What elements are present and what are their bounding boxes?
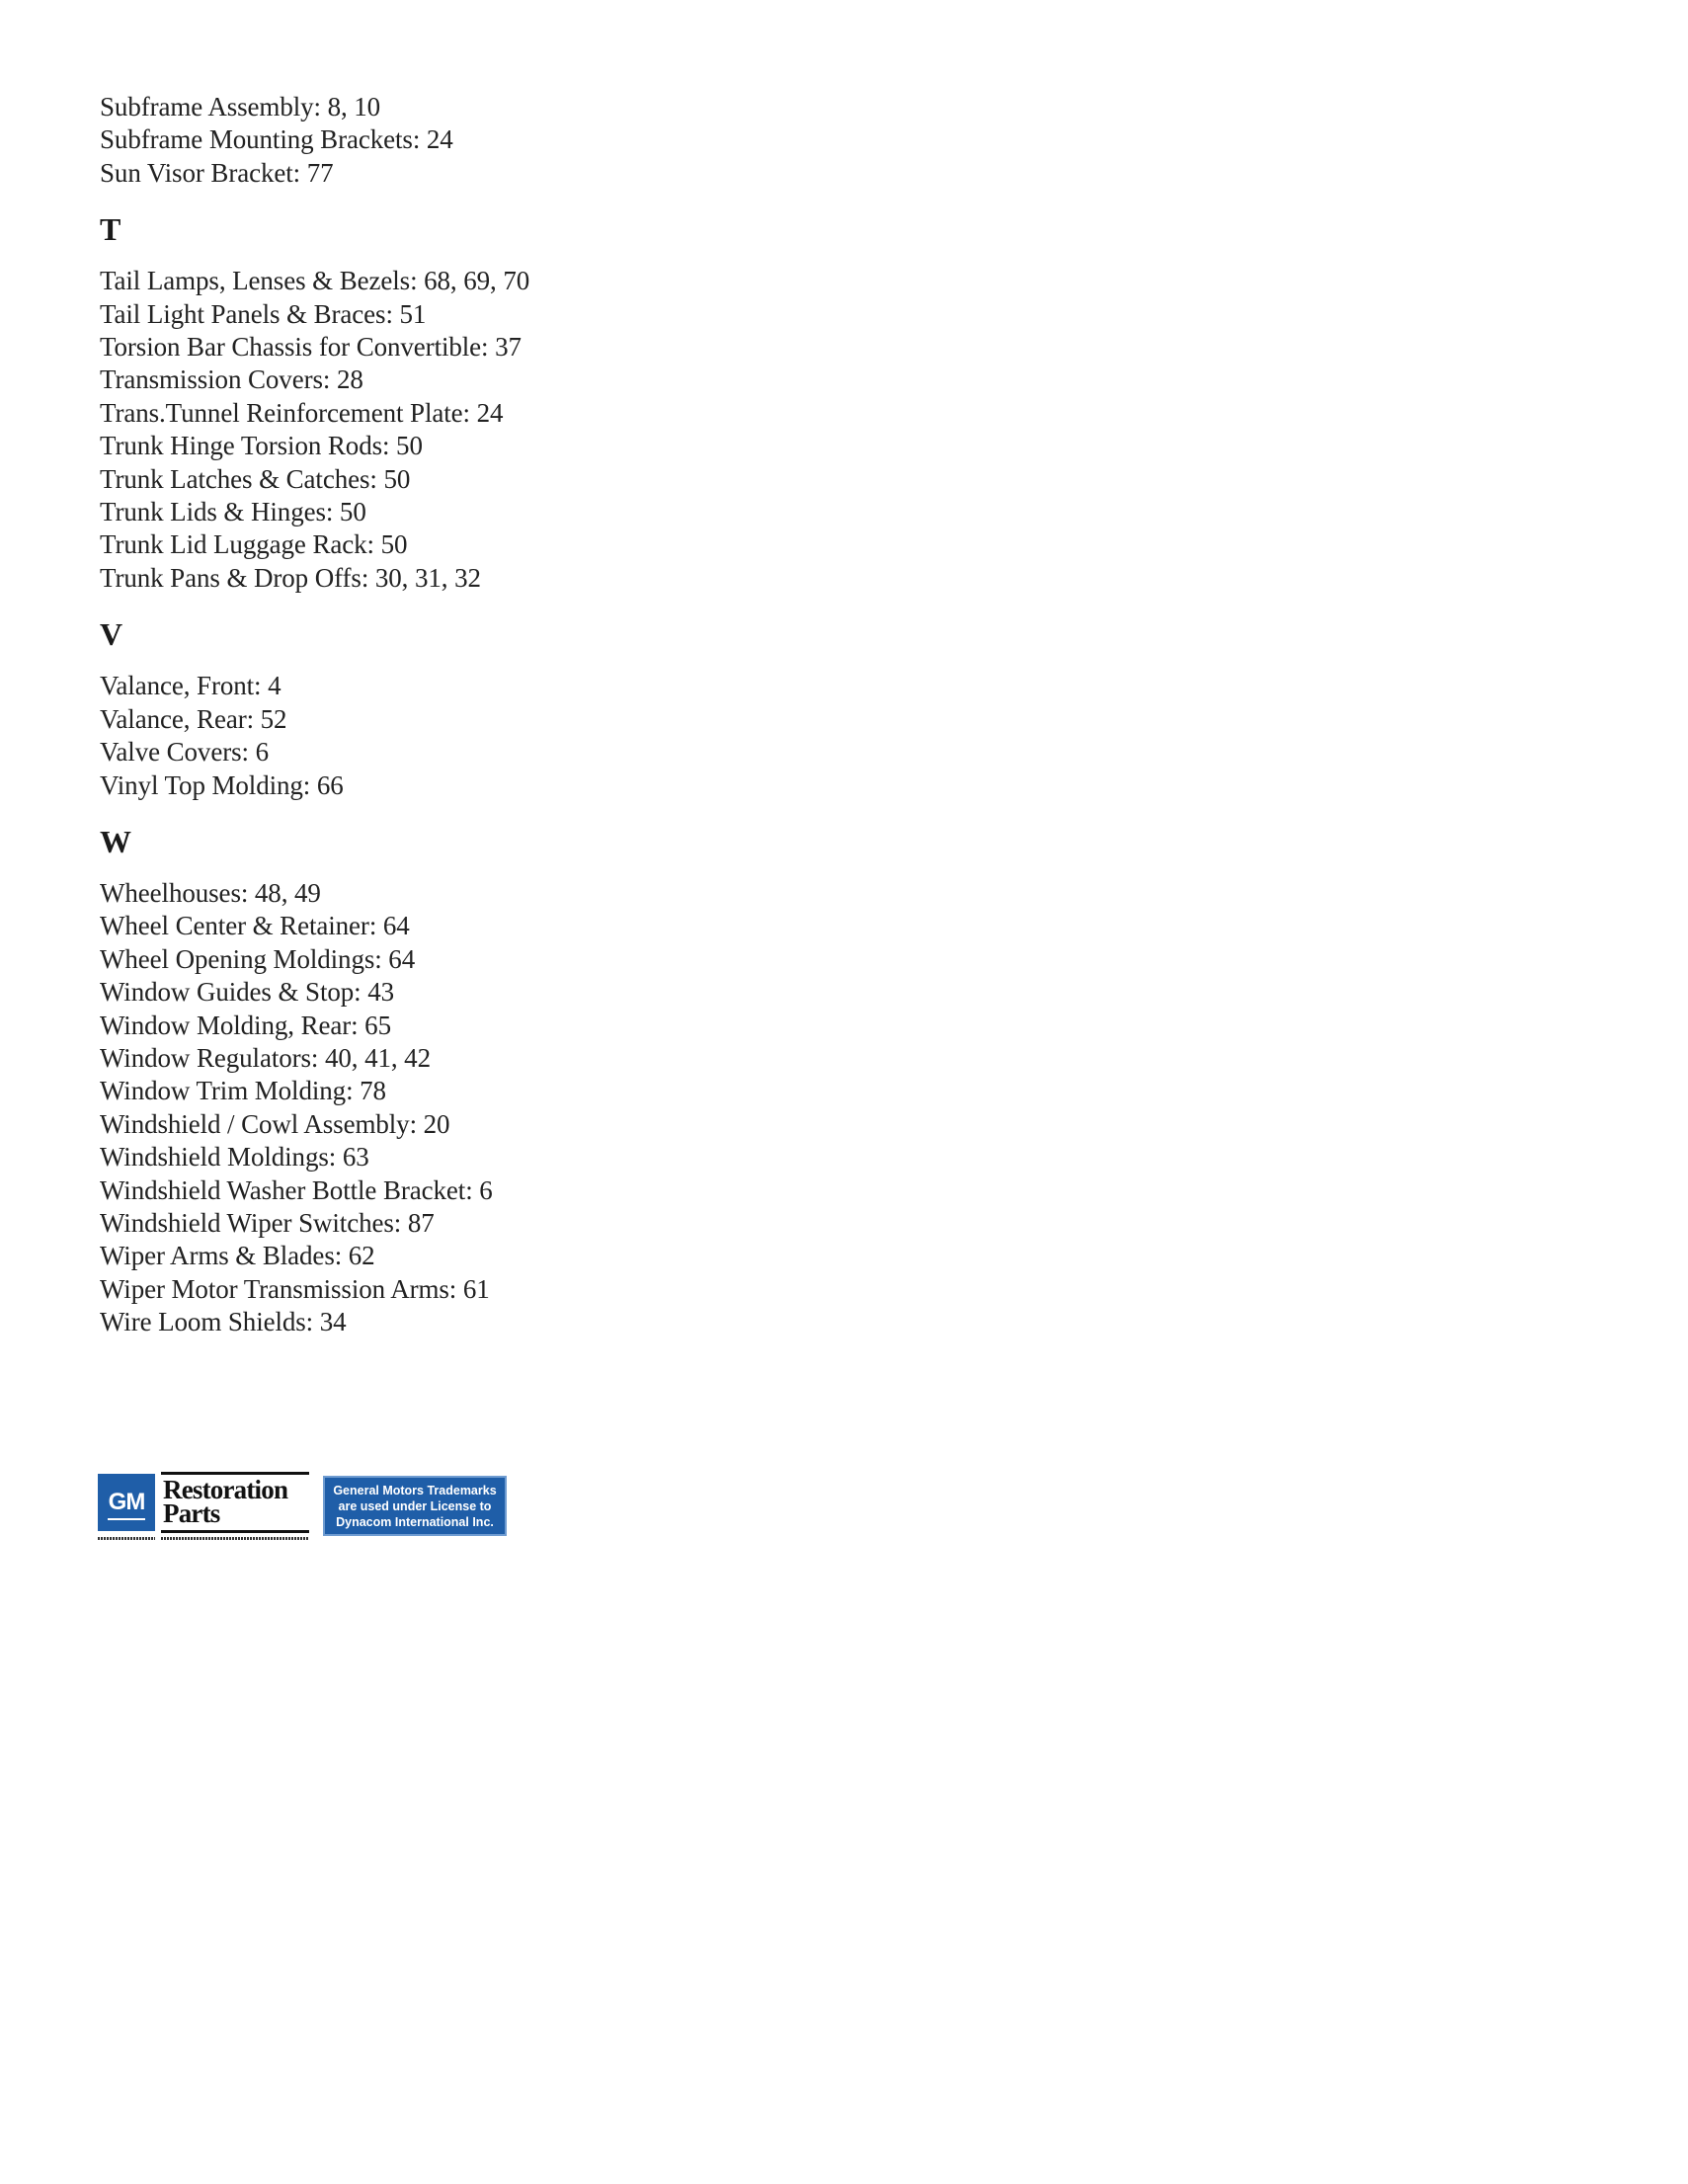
index-entry: Wiper Motor Transmission Arms: 61 bbox=[100, 1273, 490, 1304]
index-entry: Subframe Assembly: 8, 10 bbox=[100, 92, 381, 121]
index-entry: Window Guides & Stop: 43 bbox=[100, 977, 395, 1008]
index-entry: Wire Loom Shields: 34 bbox=[100, 1307, 347, 1337]
license-line: are used under License to bbox=[338, 1499, 492, 1513]
index-entry: Valance, Rear: 52 bbox=[100, 703, 287, 734]
index-entry: Wheelhouses: 48, 49 bbox=[100, 877, 321, 908]
section-letter-v: V bbox=[100, 616, 123, 653]
index-entry: Windshield Wiper Switches: 87 bbox=[100, 1207, 435, 1238]
index-entry: Window Trim Molding: 78 bbox=[100, 1076, 386, 1106]
restoration-parts-logo bbox=[161, 1472, 309, 1533]
index-entry: Sun Visor Bracket: 77 bbox=[100, 157, 334, 188]
index-entry: Vinyl Top Molding: 66 bbox=[100, 769, 344, 800]
index-entry: Windshield Moldings: 63 bbox=[100, 1142, 369, 1173]
index-entry: Wheel Opening Moldings: 64 bbox=[100, 943, 416, 974]
index-entry: Trunk Pans & Drop Offs: 30, 31, 32 bbox=[100, 562, 481, 593]
index-entry: Transmission Covers: 28 bbox=[100, 364, 363, 395]
index-entry: Wiper Arms & Blades: 62 bbox=[100, 1241, 375, 1271]
index-group-t bbox=[100, 209, 890, 595]
section-letter-t: T bbox=[100, 211, 121, 248]
wordmark-line-1: Restoration bbox=[163, 1475, 288, 1504]
index-entry: Tail Light Panels & Braces: 51 bbox=[100, 298, 427, 329]
index-entry: Subframe Mounting Brackets: 24 bbox=[100, 124, 453, 155]
index-entry: Valve Covers: 6 bbox=[100, 737, 269, 768]
index-entry: Window Regulators: 40, 41, 42 bbox=[100, 1042, 431, 1073]
license-line: Dynacom International Inc. bbox=[336, 1515, 494, 1529]
gm-fineprint bbox=[98, 1537, 155, 1540]
index-group-w bbox=[100, 822, 890, 1339]
wordmark-line-2: Parts bbox=[163, 1498, 220, 1528]
index-group-v bbox=[100, 614, 890, 802]
index-entry: Tail Lamps, Lenses & Bezels: 68, 69, 70 bbox=[100, 266, 530, 296]
index-list bbox=[100, 91, 890, 1339]
index-entry: Trunk Lid Luggage Rack: 50 bbox=[100, 529, 408, 560]
index-entry: Valance, Front: 4 bbox=[100, 671, 281, 701]
index-entry: Trans.Tunnel Reinforcement Plate: 24 bbox=[100, 397, 504, 428]
index-entry: Trunk Hinge Torsion Rods: 50 bbox=[100, 431, 423, 461]
gm-logo-text: GM bbox=[108, 1489, 145, 1515]
index-entry: Wheel Center & Retainer: 64 bbox=[100, 911, 410, 941]
license-notice bbox=[323, 1476, 507, 1536]
index-entry: Trunk Lids & Hinges: 50 bbox=[100, 497, 366, 527]
wordmark-fineprint bbox=[161, 1537, 309, 1540]
index-entry: Trunk Latches & Catches: 50 bbox=[100, 463, 411, 494]
index-entry: Windshield / Cowl Assembly: 20 bbox=[100, 1108, 450, 1139]
section-letter-w: W bbox=[100, 823, 131, 859]
index-group-s bbox=[100, 91, 890, 190]
gm-logo bbox=[98, 1474, 155, 1531]
index-entry: Torsion Bar Chassis for Convertible: 37 bbox=[100, 332, 522, 363]
license-line: General Motors Trademarks bbox=[333, 1484, 497, 1497]
index-entry: Windshield Washer Bottle Bracket: 6 bbox=[100, 1174, 493, 1205]
footer-branding bbox=[98, 1472, 552, 1543]
index-entry: Window Molding, Rear: 65 bbox=[100, 1010, 391, 1040]
gm-logo-underline bbox=[108, 1518, 145, 1520]
